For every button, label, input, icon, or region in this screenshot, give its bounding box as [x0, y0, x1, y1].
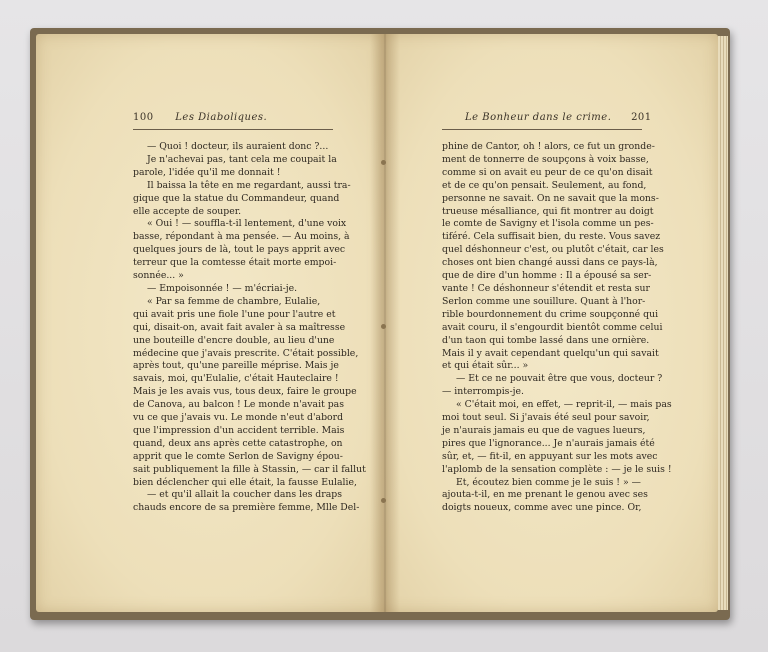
right-page-text-line: je n'aurais jamais eu que de vagues lueurs, — [442, 424, 646, 436]
right-page-text-line: rible bourdonnement du crime soupçonné qui — [442, 308, 659, 320]
left-page-text-line: chauds encore de sa première femme, Mlle Del- — [133, 502, 360, 514]
left-page-text-line: que l'impression d'un accident terrible. Mais — [133, 424, 345, 436]
right-page-text-line: quel déshonneur c'est, ou plutôt c'était, car les — [442, 244, 664, 256]
right-header-rule — [442, 129, 642, 130]
binding-stitch — [381, 160, 386, 165]
left-page-text-line: basse, répondant à ma pensée. — Au moins, à — [133, 231, 350, 243]
right-page-text-line: — interrompis-je. — [442, 386, 524, 398]
right-page-text-line: et de ce qu'on pensait. Seulement, au fond, — [442, 179, 647, 191]
right-page-text — [442, 141, 672, 515]
right-page-text-line: que de dire d'un homme : Il a épousé sa ser- — [442, 270, 652, 282]
right-page-text-line: phine de Cantor, oh ! alors, ce fut un gronde- — [442, 141, 655, 152]
left-page-text-line: après tout, qu'une pareille méprise. Mais je — [133, 360, 339, 372]
right-page-text-line: tiféré. Cela suffisait bien, du reste. Vous savez — [442, 231, 661, 243]
left-page-text-line: — Quoi ! docteur, ils auraient donc ?... — [147, 141, 329, 152]
right-page-text-line: sûr, et, — fit-il, en appuyant sur les mots avec — [442, 450, 658, 462]
right-page-text-line: l'aplomb de la sensation complète : — je le suis ! — [442, 463, 672, 475]
right-page-text-line: vante ! Ce déshonneur s'étendit et resta sur — [442, 282, 650, 294]
binding-stitch — [381, 324, 386, 329]
right-page-text-line: le comte de Savigny et l'isola comme un pes- — [442, 218, 654, 230]
left-page-text-line: apprit que le comte Serlon de Savigny épou- — [133, 450, 343, 462]
left-page-text-line: de Canova, au balcon ! Le monde n'avait pas — [133, 399, 344, 411]
left-page-text-line: Je n'achevai pas, tant cela me coupait la — [147, 153, 337, 165]
right-page-text-line: Et, écoutez bien comme je le suis ! » — — [456, 476, 641, 488]
left-page-text-line: vu ce que j'avais vu. Le monde n'eut d'abord — [133, 412, 344, 424]
left-page-text-line: savais, moi, qu'Eulalie, c'était Hauteclaire ! — [133, 373, 339, 385]
left-header-rule — [133, 129, 333, 130]
page-edges — [718, 36, 728, 610]
left-page-text-line: gique que la statue du Commandeur, quand — [133, 192, 340, 204]
right-running-title: Le Bonheur dans le crime. — [465, 112, 612, 123]
right-page-text-line: avait couru, il s'engourdit bientôt comme celui — [442, 321, 663, 333]
left-page-text-line: terreur que la comtesse était morte empoi- — [133, 257, 337, 269]
right-page-text-line: ment de tonnerre de soupçons à voix basse, — [442, 153, 649, 165]
left-page-text-line: — Empoisonnée ! — m'écriai-je. — [147, 282, 298, 294]
right-page-text-line: et qui était sûr... » — [442, 360, 529, 372]
left-page-text-line: quand, deux ans après cette catastrophe, on — [133, 437, 343, 449]
left-page-text-line: Il baissa la tête en me regardant, aussi tra- — [147, 179, 351, 191]
left-page-text-line: qui avait pris une fiole l'une pour l'autre et — [133, 308, 336, 320]
left-page-text-line: « Oui ! — souffla-t-il lentement, d'une voix — [147, 218, 347, 230]
left-page-number: 100 — [133, 112, 154, 123]
right-page-text-line: moi tout seul. Si j'avais été seul pour savoir, — [442, 412, 650, 424]
right-page-text-line: pires que l'ignorance... Je n'aurais jamais été — [442, 437, 655, 449]
binding-stitch — [381, 498, 386, 503]
right-page-text-line: Mais il y avait cependant quelqu'un qui savait — [442, 347, 659, 359]
right-page-text-line: personne ne savait. On ne savait que la mons- — [442, 192, 659, 204]
right-page-text-line: — Et ce ne pouvait être que vous, docteur ? — [456, 373, 663, 385]
left-page-text-line: quelques jours de là, tout le pays apprit avec — [133, 244, 346, 256]
left-page-text-line: « Par sa femme de chambre, Eulalie, — [147, 295, 321, 307]
left-page-text-line: une bouteille d'encre double, au lieu d'une — [133, 334, 335, 346]
left-page-text — [133, 141, 366, 515]
left-page-text-line: elle accepte de souper. — [133, 205, 242, 217]
left-page-text-line: sonnée... » — [133, 270, 184, 282]
left-page-text-line: médecine que j'avais prescrite. C'était possible, — [133, 347, 359, 359]
book-gutter — [370, 34, 400, 612]
right-page-text-line: comme si on avait eu peur de ce qu'on disait — [442, 166, 653, 178]
left-page-text-line: parole, l'idée qu'il me donnait ! — [133, 166, 281, 178]
right-page-text-line: trueuse mésalliance, qui fit montrer au doigt — [442, 205, 654, 217]
right-page-text-line: choses ont bien changé aussi dans ce pays-là, — [442, 257, 658, 269]
left-page-text-line: Mais je les avais vus, tous deux, faire le groupe — [133, 386, 357, 398]
right-page-number: 201 — [631, 112, 652, 123]
right-page-text-line: ajouta-t-il, en me prenant le genou avec ses — [442, 489, 648, 501]
left-running-title: Les Diaboliques. — [175, 112, 268, 123]
left-page-text-line: — et qu'il allait la coucher dans les draps — [147, 489, 342, 501]
right-page-text-line: d'un taon qui tombe lassé dans une ornière. — [442, 334, 650, 346]
left-page-text-line: sait publiquement la fille à Stassin, — car il fallut — [133, 463, 366, 475]
left-page-text-line: bien déclencher qui elle était, la fausse Eulalie, — [133, 476, 357, 488]
right-page-text-line: doigts noueux, comme avec une pince. Or, — [442, 502, 642, 514]
left-page-header — [133, 112, 267, 123]
right-page-text-line: Serlon comme une souillure. Quant à l'hor- — [442, 295, 646, 307]
right-page-header — [465, 112, 652, 123]
left-page-text-line: qui, disait-on, avait fait avaler à sa maîtresse — [133, 321, 346, 333]
right-page-text-line: « C'était moi, en effet, — reprit-il, — mais pas — [456, 399, 672, 411]
